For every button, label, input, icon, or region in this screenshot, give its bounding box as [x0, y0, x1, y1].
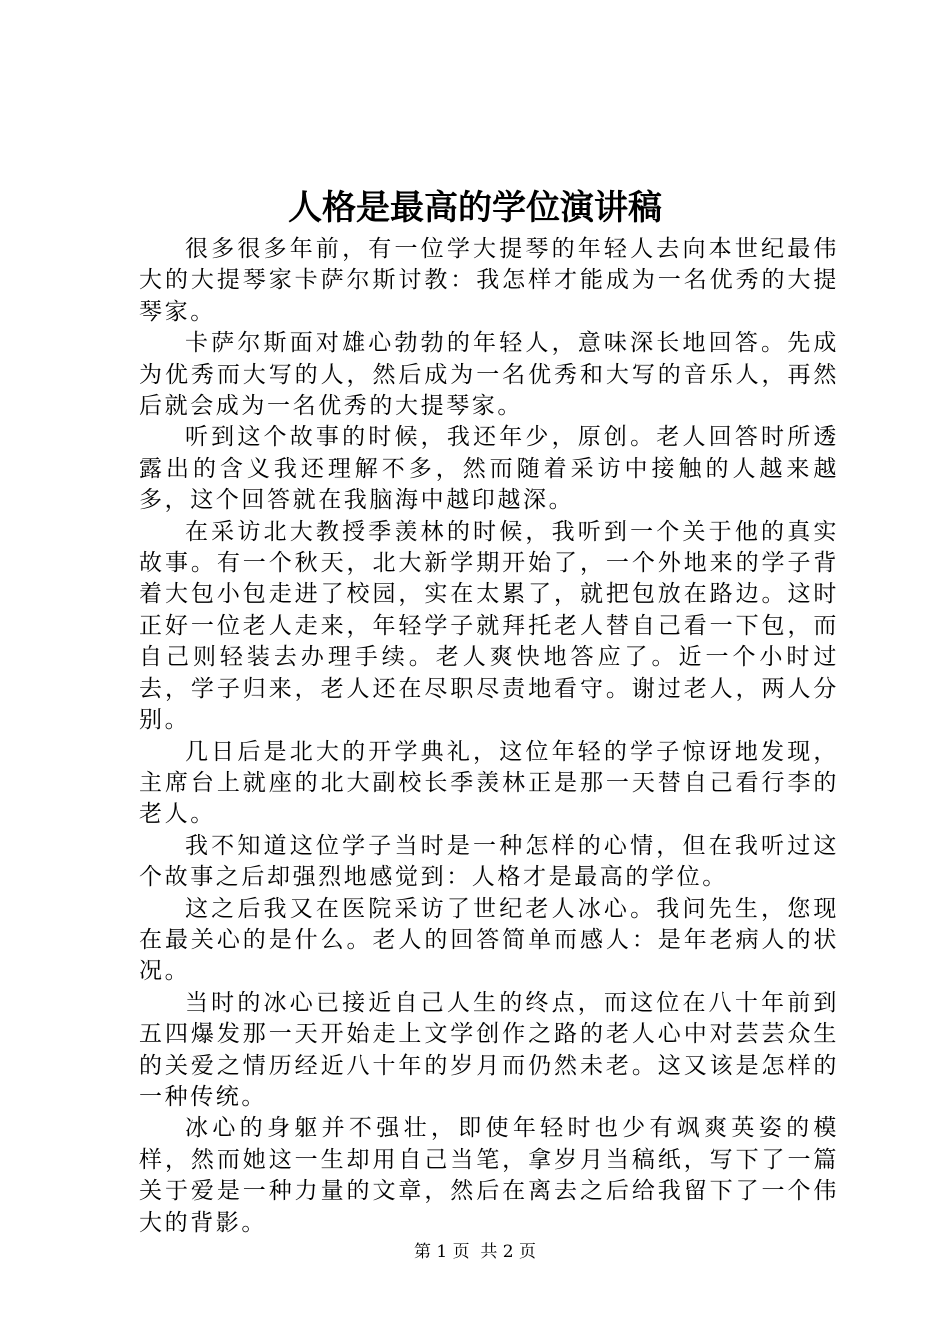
paragraph: 很多很多年前，有一位学大提琴的年轻人去向本世纪最伟大的大提琴家卡萨尔斯讨教：我怎样才能成为一名优秀的大提琴家。 [139, 236, 839, 325]
paragraph: 冰心的身躯并不强壮，即使年轻时也少有飒爽英姿的模样，然而她这一生却用自己当笔，拿岁月当稿纸，写下了一篇关于爱是一种力量的文章，然后在离去之后给我留下了一个伟大的背影。 [139, 1115, 839, 1236]
page-footer [0, 1240, 950, 1264]
paragraph: 当时的冰心已接近自己人生的终点，而这位在八十年前到五四爆发那一天开始走上文学创作之路的老人心中对芸芸众生的关爱之情历经近八十年的岁月而仍然未老。这又该是怎样的一种传统。 [139, 989, 839, 1110]
paragraph: 我不知道这位学子当时是一种怎样的心情，但在我听过这个故事之后却强烈地感觉到：人格才是最高的学位。 [139, 832, 839, 891]
paragraph: 听到这个故事的时候，我还年少，原创。老人回答时所透露出的含义我还理解不多，然而随着采访中接触的人越来越多，这个回答就在我脑海中越印越深。 [139, 424, 839, 514]
document-title: 人格是最高的学位演讲稿 [288, 188, 662, 228]
paragraph: 卡萨尔斯面对雄心勃勃的年轻人，意味深长地回答。先成为优秀而大写的人，然后成为一名优秀和大写的音乐人，再然后就会成为一名优秀的大提琴家。 [139, 330, 839, 420]
document-body [139, 234, 839, 1239]
paragraph: 这之后我又在医院采访了世纪老人冰心。我问先生，您现在最关心的是什么。老人的回答简单而感人：是年老病人的状况。 [139, 895, 839, 985]
paragraph: 在采访北大教授季羡林的时候，我听到一个关于他的真实故事。有一个秋天，北大新学期开始了，一个外地来的学子背着大包小包走进了校园，实在太累了，就把包放在路边。这时正好一位老人走来，年轻学子就拜托老人替自己看一下包，而自己则轻装去办理手续。老人爽快地答应了。近一个小时过去，学子归来，老人还在尽职尽责地看守。谢过老人，两人分别。 [139, 518, 839, 734]
paragraph: 几日后是北大的开学典礼，这位年轻的学子惊讶地发现，主席台上就座的北大副校长季羡林正是那一天替自己看行李的老人。 [139, 738, 839, 828]
page-number-label: 第 1 页 共 2 页 [413, 1242, 537, 1262]
